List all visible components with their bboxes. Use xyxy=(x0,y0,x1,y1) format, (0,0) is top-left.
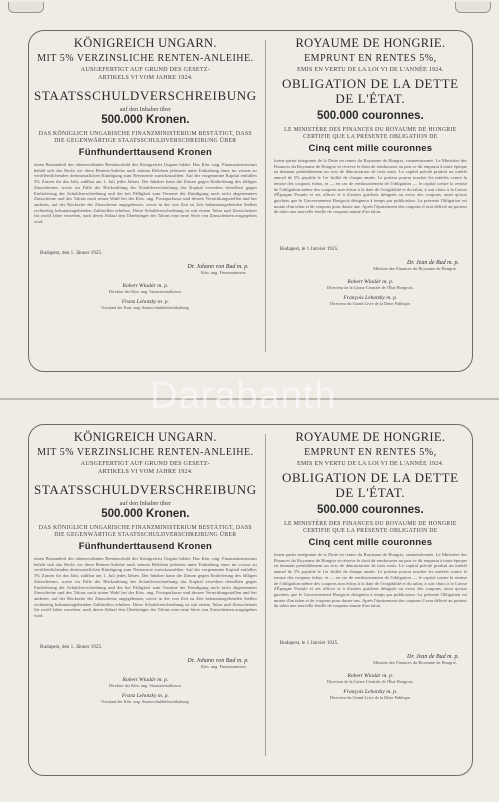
certification-line-1: LE MINISTÈRE DES FINANCES DU ROYAUME DE HONGRIE xyxy=(284,127,457,133)
document-title-1: OBLIGATION DE LA DETTE xyxy=(281,76,459,91)
certification-line-2: CERTIFIE QUE LA PRÉSENTE OBLIGATION DE xyxy=(303,528,438,534)
amount-in-words: Cinq cent mille couronnes xyxy=(308,537,433,548)
country-heading: KÖNIGREICH UNGARN. xyxy=(73,36,217,50)
loan-heading: EMPRUNT EN RENTES 5%, xyxy=(304,447,437,458)
loan-heading: MIT 5% VERZINSLICHE RENTEN-ANLEIHE. xyxy=(37,447,254,458)
document-title: STAATSSCHULDVERSCHREIBUNG xyxy=(34,88,257,103)
certification-line-2: CERTIFIE QUE LA PRÉSENTE OBLIGATION DE xyxy=(303,134,438,140)
signature-director-role: Direktor der Kön. ung. Staatszentralkassa. xyxy=(109,683,182,688)
bearer-text: auf den Inhaber über xyxy=(119,500,172,507)
certification-line-1: DAS KÖNIGLICH UNGARISCHE FINANZMINISTERIUM BESTÄTIGT, DASS xyxy=(38,131,252,137)
terms-text: forme partie intégrante de la Dette en rentes du Royaume de Hongrie, susmentionnée. Le Ministère des Finances du Royaume de Hongrie se réserve le droit de rembourser au pair ce dit emprunt à toute époque en donnant préalablement un avis de dénonciation de trois mois. Le capital précité produit un intérêt annuel de 5% payable le 1er Juillet de chaque année. Le porteur pourra toucher les intérêts contre la remise des coupons échus, et — en cas de remboursement de l'obligation — le capital contre la remise de l'obligation même des coupons non échus à la date de l'exigibilité et du talon, à son choix à la Caisse d'Épargne Postale et ses offices et à d'autres guichets désignés au verso des coupons, ainsi qu'aux guichets que le Gouvernement Hongrois désignera à temps par publication. La présente Obligation est munie d'un talon et de coupons pour douze ans. Après l'épuisement des coupons il sera délivré au porteur du talon une nouvelle feuille de coupons munie d'un talon. xyxy=(273,158,467,215)
signature-minister-role: Kön. ung. Finanzminister. xyxy=(200,664,247,669)
sheet-tab-right xyxy=(455,2,491,13)
watermark: Darabanth xyxy=(150,375,337,417)
document-title-2: DE L'ÉTAT. xyxy=(335,91,406,106)
bearer-text: auf den Inhaber über xyxy=(119,106,172,113)
signature-accountant-role: Vorstand der Kön. ung. Staatsschuldenbuchhaltung. xyxy=(100,699,190,704)
signature-accountant: François Lehotzky m. p. xyxy=(343,689,398,695)
french-column xyxy=(274,428,467,796)
issued-line-2: ARTIKELS VI VOM JAHRE 1924. xyxy=(97,74,193,81)
certification-line-2: DIE GEGENWÄRTIGE STAATSSCHULDVERSCHREIBUNG ÜBER xyxy=(54,138,237,144)
signature-accountant-role: Directeur du Grand Livre de la Dette Publique. xyxy=(329,695,411,700)
column-divider xyxy=(265,40,266,352)
amount: 500.000 couronnes. xyxy=(316,504,424,516)
bond-sheet-top xyxy=(0,0,499,398)
signature-director-role: Direktor der Kön. ung. Staatszentralkassa. xyxy=(109,289,182,294)
issued-line-1: AUSGEFERTIGT AUF GRUND DES GESETZ- xyxy=(80,66,211,73)
signature-minister: Dr. Jean de Bud m. p. xyxy=(407,654,459,660)
place-date: Budapest, den 1. Jänner 1925. xyxy=(40,644,103,650)
terms-text: einen Bestandteil der obenerwähnten Rentenschuld des Königreichs Ungarn bildet. Das Kön. ung. Finanzministerium behält sich das Recht vor diese Renten-Anleihe nach seinem Belieben jederzeit unter Einhaltung einer im voraus zu veröffentlichenden dreimonatlichen Kündigung zum Nennwerte zurückzuzahlen. Auf der vorgenannte Kapital entfallen 5% Zinsen für das Jahr, zahlbar am 1. Juli jedes Jahres. Der Inhaber kann die Zinsen gegen Einlieferung des fälligen Zinsscheines, sowie im Falle der Rückzahlung der Schuldverschreibung das Kapital erwerben derselben gegen Einlieferung der Schuldverschreibung und der bei Fälligkeit zum Termine der Kündigung noch nicht abgetrennten Zinsscheine und des Talons nach seiner Wahl bei der Kön. ung. Postsparkasse und dessen Vermittlungsstellen und bei anderen, auf der Rückseite der Zinsscheine angegebenen, sowie in der von Zeit zu Zeit bekanntzugebenden Stellen rechtzeitig bekanntzugebenden Zahlstellen erheben. Diese Schuldverschreibung ist mit einem Talon und Zinsscheinen für zwölf Jahre versehen, nach deren Ablauf den Überbringer des Talons eine neue Serie von Zinsscheinen ausgegeben wird. xyxy=(34,162,257,225)
signature-minister-role: Kön. ung. Finanzminister. xyxy=(200,270,247,275)
signature-minister: Dr. Johann von Bud m. p. xyxy=(187,658,249,664)
amount: 500.000 Kronen. xyxy=(101,114,190,126)
amount: 500.000 couronnes. xyxy=(316,110,424,122)
signature-director-role: Directeur de la Caisse Centrale de l'État Hongrois. xyxy=(327,285,414,290)
document-title: STAATSSCHULDVERSCHREIBUNG xyxy=(34,482,257,497)
german-column xyxy=(34,34,257,392)
german-column xyxy=(34,428,257,796)
signature-director: Robert Wladár m. p. xyxy=(347,673,394,679)
issued-line: EMIS EN VERTU DE LA LOI VI DE L'ANNÉE 1924. xyxy=(297,460,444,467)
signature-accountant-role: Vorstand der Kön. ung. Staatsschuldenbuchhaltung. xyxy=(100,305,190,310)
signature-director: Robert Wladár m. p. xyxy=(347,279,394,285)
country-heading: ROYAUME DE HONGRIE. xyxy=(295,36,446,50)
signature-director-role: Directeur de la Caisse Centrale de l'État Hongrois. xyxy=(327,679,414,684)
french-column xyxy=(274,34,467,392)
place-date: Budapest, den 1. Jänner 1925. xyxy=(40,250,103,256)
signature-accountant-role: Directeur du Grand Livre de la Dette Publique. xyxy=(329,301,411,306)
signature-accountant: Franz Lehotzky m. p. xyxy=(121,299,169,305)
terms-text: forme partie intégrante de la Dette en rentes du Royaume de Hongrie, susmentionnée. Le Ministère des Finances du Royaume de Hongrie se réserve le droit de rembourser au pair ce dit emprunt à toute époque en donnant préalablement un avis de dénonciation de trois mois. Le capital précité produit un intérêt annuel de 5% payable le 1er Juillet de chaque année. Le porteur pourra toucher les intérêts contre la remise des coupons échus, et — en cas de remboursement de l'obligation — le capital contre la remise de l'obligation même des coupons non échus à la date de l'exigibilité et du talon, à son choix à la Caisse d'Épargne Postale et ses offices et à d'autres guichets désignés au verso des coupons, ainsi qu'aux guichets que le Gouvernement Hongrois désignera à temps par publication. La présente Obligation est munie d'un talon et de coupons pour douze ans. Après l'épuisement des coupons il sera délivré au porteur du talon une nouvelle feuille de coupons munie d'un talon. xyxy=(273,552,467,609)
column-divider xyxy=(265,434,266,756)
amount-in-words: Cinq cent mille couronnes xyxy=(308,143,433,154)
signature-director: Robert Wladár m. p. xyxy=(122,283,169,289)
signature-accountant: Franz Lehotzky m. p. xyxy=(121,693,169,699)
country-heading: KÖNIGREICH UNGARN. xyxy=(73,430,217,444)
amount-in-words: Fünfhunderttausend Kronen xyxy=(78,147,212,158)
issued-line: EMIS EN VERTU DE LA LOI VI DE L'ANNÉE 1924. xyxy=(297,66,444,73)
certification-line-2: DIE GEGENWÄRTIGE STAATSSCHULDVERSCHREIBUNG ÜBER xyxy=(54,532,237,538)
signature-minister-role: Ministre des Finances du Royaume de Hongrie. xyxy=(373,660,457,665)
place-date: Budapest, le 1 Janvier 1925. xyxy=(279,640,339,646)
signature-director: Robert Wladár m. p. xyxy=(122,677,169,683)
issued-line-1: AUSGEFERTIGT AUF GRUND DES GESETZ- xyxy=(80,460,211,467)
certification-line-1: LE MINISTÈRE DES FINANCES DU ROYAUME DE HONGRIE xyxy=(284,521,457,527)
signature-minister: Dr. Johann von Bud m. p. xyxy=(187,264,249,270)
signature-minister-role: Ministre des Finances du Royaume de Hongrie. xyxy=(373,266,457,271)
sheet-tab-left xyxy=(8,2,44,13)
signature-accountant: François Lehotzky m. p. xyxy=(343,295,398,301)
place-date: Budapest, le 1 Janvier 1925. xyxy=(279,246,339,252)
issued-line-2: ARTIKELS VI VOM JAHRE 1924. xyxy=(97,468,193,475)
loan-heading: MIT 5% VERZINSLICHE RENTEN-ANLEIHE. xyxy=(37,53,254,64)
bond-sheet-bottom xyxy=(0,398,499,802)
country-heading: ROYAUME DE HONGRIE. xyxy=(295,430,446,444)
amount: 500.000 Kronen. xyxy=(101,508,190,520)
document-title-1: OBLIGATION DE LA DETTE xyxy=(281,470,459,485)
amount-in-words: Fünfhunderttausend Kronen xyxy=(78,541,212,552)
document-title-2: DE L'ÉTAT. xyxy=(335,485,406,500)
signature-minister: Dr. Jean de Bud m. p. xyxy=(407,260,459,266)
certification-line-1: DAS KÖNIGLICH UNGARISCHE FINANZMINISTERIUM BESTÄTIGT, DASS xyxy=(38,525,252,531)
terms-text: einen Bestandteil der obenerwähnten Rentenschuld des Königreichs Ungarn bildet. Das Kön. ung. Finanzministerium behält sich das Recht vor diese Renten-Anleihe nach seinem Belieben jederzeit unter Einhaltung einer im voraus zu veröffentlichenden dreimonatlichen Kündigung zum Nennwerte zurückzuzahlen. Auf der vorgenannte Kapital entfallen 5% Zinsen für das Jahr, zahlbar am 1. Juli jedes Jahres. Der Inhaber kann die Zinsen gegen Einlieferung des fälligen Zinsscheines, sowie im Falle der Rückzahlung der Schuldverschreibung das Kapital erwerben derselben gegen Einlieferung der Schuldverschreibung und der bei Fälligkeit zum Termine der Kündigung noch nicht abgetrennten Zinsscheine und des Talons nach seiner Wahl bei der Kön. ung. Postsparkasse und dessen Vermittlungsstellen und bei anderen, auf der Rückseite der Zinsscheine angegebenen, sowie in der von Zeit zu Zeit bekanntzugebenden Stellen rechtzeitig bekanntzugebenden Zahlstellen erheben. Diese Schuldverschreibung ist mit einem Talon und Zinsscheinen für zwölf Jahre versehen, nach deren Ablauf den Überbringer des Talons eine neue Serie von Zinsscheinen ausgegeben wird. xyxy=(34,556,257,619)
loan-heading: EMPRUNT EN RENTES 5%, xyxy=(304,53,437,64)
